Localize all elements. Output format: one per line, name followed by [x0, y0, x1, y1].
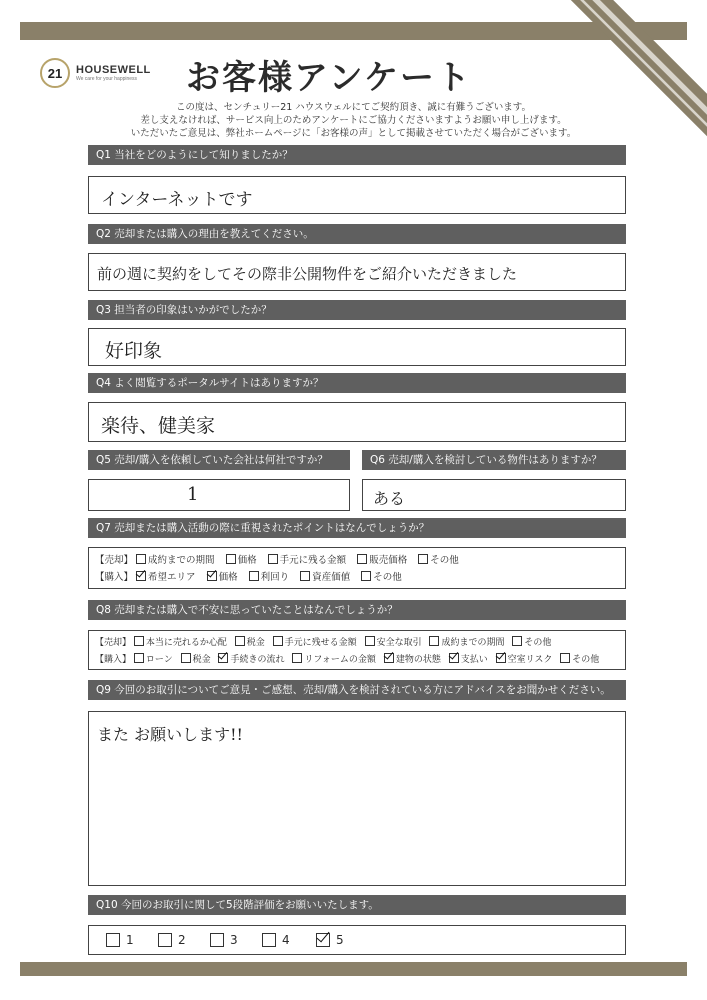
- q2-answer-box[interactable]: [88, 253, 626, 291]
- q8-sell-option[interactable]: 成約までの期間: [429, 638, 504, 648]
- q4-answer-box[interactable]: [88, 402, 626, 442]
- checkbox[interactable]: [136, 554, 146, 564]
- q9-header: Q9 今回のお取引についてご意見・ご感想、売却/購入を検討されている方にアドバイスをお聞かせください。: [88, 680, 626, 700]
- checkbox[interactable]: [158, 933, 172, 947]
- checkbox-checked[interactable]: [316, 933, 330, 947]
- checkbox[interactable]: [210, 933, 224, 947]
- checkbox[interactable]: [268, 554, 278, 564]
- q7-buy-label: 【購入】: [95, 572, 134, 583]
- q8-buy-row: [95, 652, 599, 667]
- q10-header: Q10 今回のお取引に関して5段階評価をお願いいたします。: [88, 895, 626, 915]
- q8-sell-option[interactable]: その他: [512, 638, 551, 648]
- q8-sell-label: 【売却】: [95, 638, 132, 648]
- q3-header: Q3 担当者の印象はいかがでしたか？: [88, 300, 626, 320]
- q8-buy-option[interactable]: リフォームの金額: [292, 655, 376, 665]
- q7-buy-option[interactable]: その他: [361, 572, 402, 583]
- q5-header: Q5 売却/購入を依頼していた会社は何社ですか？: [88, 450, 350, 470]
- checkbox[interactable]: [134, 636, 144, 646]
- checkbox[interactable]: [560, 653, 570, 663]
- intro-line: この度は、センチュリー21 ハウスウェルにてご契約頂き、誠に有難うございます。: [175, 102, 532, 113]
- q1-answer: インターネットです: [101, 190, 253, 210]
- q8-buy-option[interactable]: 支払い: [449, 655, 488, 665]
- checkbox-checked[interactable]: [218, 653, 228, 663]
- checkbox[interactable]: [361, 571, 371, 581]
- q7-sell-label: 【売却】: [95, 555, 134, 566]
- q8-buy-option[interactable]: 空室リスク: [496, 655, 553, 665]
- q7-sell-option[interactable]: 手元に残る金額: [268, 555, 347, 566]
- checkbox[interactable]: [365, 636, 375, 646]
- q5-answer: 1: [187, 484, 199, 505]
- checkbox-checked[interactable]: [449, 653, 459, 663]
- rating-option-3[interactable]: 3: [210, 933, 238, 947]
- q7-options-box: [88, 547, 626, 589]
- q7-buy-option[interactable]: 希望エリア: [136, 572, 196, 583]
- checkbox[interactable]: [429, 636, 439, 646]
- checkbox[interactable]: [300, 571, 310, 581]
- checkbox-checked[interactable]: [384, 653, 394, 663]
- q8-header: Q8 売却または購入で不安に思っていたことはなんでしょうか？: [88, 600, 626, 620]
- intro-text: [0, 101, 707, 140]
- checkbox[interactable]: [292, 653, 302, 663]
- q8-sell-option[interactable]: 安全な取引: [365, 638, 422, 648]
- q8-buy-option[interactable]: 税金: [181, 655, 211, 665]
- q8-buy-option[interactable]: 建物の状態: [384, 655, 441, 665]
- logo-text: HOUSEWELL: [76, 64, 151, 76]
- q8-buy-option[interactable]: その他: [560, 655, 599, 665]
- checkbox[interactable]: [262, 933, 276, 947]
- q7-buy-option[interactable]: 利回り: [249, 572, 290, 583]
- q8-buy-option[interactable]: ローン: [134, 655, 173, 665]
- checkbox[interactable]: [235, 636, 245, 646]
- rating-option-1[interactable]: 1: [106, 933, 134, 947]
- q1-header: Q1 当社をどのようにして知りましたか？: [88, 145, 626, 165]
- q8-buy-option[interactable]: 手続きの流れ: [218, 655, 284, 665]
- company-logo: [40, 58, 151, 88]
- q6-answer-box[interactable]: [362, 479, 626, 511]
- q8-sell-option[interactable]: 税金: [235, 638, 265, 648]
- q8-sell-option[interactable]: 本当に売れるか心配: [134, 638, 227, 648]
- logo-mark: 21: [40, 58, 70, 88]
- checkbox[interactable]: [418, 554, 428, 564]
- q7-sell-option[interactable]: その他: [418, 555, 459, 566]
- q7-buy-row: [95, 570, 410, 585]
- checkbox[interactable]: [181, 653, 191, 663]
- checkbox[interactable]: [512, 636, 522, 646]
- rating-option-4[interactable]: 4: [262, 933, 290, 947]
- q6-answer: ある: [373, 489, 406, 508]
- q4-header: Q4 よく閲覧するポータルサイトはありますか？: [88, 373, 626, 393]
- q8-sell-option[interactable]: 手元に残せる金額: [273, 638, 357, 648]
- checkbox-checked[interactable]: [207, 571, 217, 581]
- checkbox-checked[interactable]: [136, 571, 146, 581]
- q7-header: Q7 売却または購入活動の際に重視されたポイントはなんでしょうか？: [88, 518, 626, 538]
- logo-tagline: We care for your happiness: [76, 76, 138, 82]
- q3-answer: 好印象: [105, 340, 163, 362]
- bottom-band: [20, 962, 687, 976]
- rating-option-2[interactable]: 2: [158, 933, 186, 947]
- q8-options-box: [88, 630, 626, 670]
- q1-answer-box[interactable]: [88, 176, 626, 214]
- q9-answer-box[interactable]: [88, 711, 626, 886]
- intro-line: 差し支えなければ、サービス向上のためアンケートにご協力くださいますようお願い申し上げます。: [140, 115, 567, 126]
- q7-buy-option[interactable]: 資産価値: [300, 572, 350, 583]
- q9-answer: また お願いします!!: [97, 725, 243, 744]
- checkbox[interactable]: [357, 554, 367, 564]
- intro-line: いただいたご意見は、弊社ホームページに「お客様の声」として掲載させていただく場合がございます。: [130, 128, 577, 139]
- q4-answer: 楽待、健美家: [101, 415, 216, 437]
- page-title: お客様アンケート: [186, 58, 472, 98]
- q7-sell-row: [95, 553, 467, 568]
- checkbox[interactable]: [134, 653, 144, 663]
- rating-option-5[interactable]: 5: [316, 933, 344, 947]
- q2-header: Q2 売却または購入の理由を教えてください。: [88, 224, 626, 244]
- q8-sell-row: [95, 635, 551, 650]
- q5-answer-box[interactable]: [88, 479, 350, 511]
- q7-sell-option[interactable]: 販売価格: [357, 555, 407, 566]
- q7-sell-option[interactable]: 成約までの期間: [136, 555, 215, 566]
- q2-answer: 前の週に契約をしてその際非公開物件をご紹介いただきました: [97, 265, 518, 283]
- checkbox[interactable]: [249, 571, 259, 581]
- q7-sell-option[interactable]: 価格: [226, 555, 257, 566]
- q3-answer-box[interactable]: [88, 328, 626, 366]
- q8-buy-label: 【購入】: [95, 655, 132, 665]
- q7-buy-option[interactable]: 価格: [207, 572, 238, 583]
- checkbox-checked[interactable]: [496, 653, 506, 663]
- checkbox[interactable]: [273, 636, 283, 646]
- q6-header: Q6 売却/購入を検討している物件はありますか？: [362, 450, 626, 470]
- checkbox[interactable]: [226, 554, 236, 564]
- checkbox[interactable]: [106, 933, 120, 947]
